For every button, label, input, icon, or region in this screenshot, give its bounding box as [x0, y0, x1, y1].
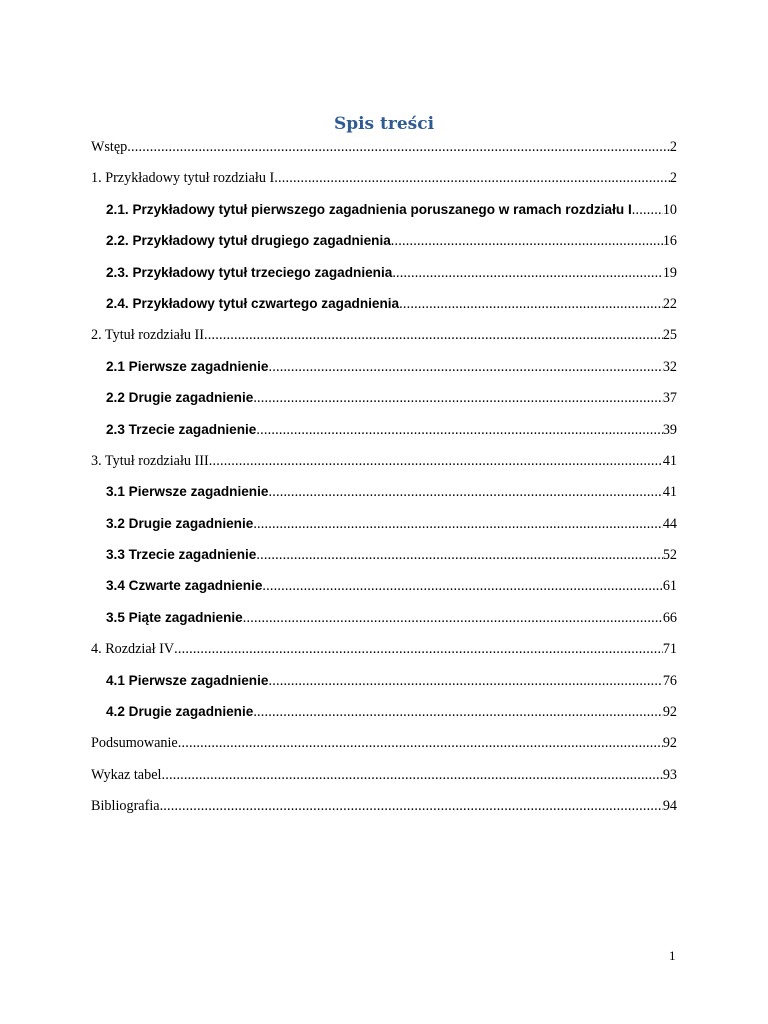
toc-entry[interactable]	[91, 168, 677, 199]
toc-entry[interactable]	[91, 765, 677, 796]
toc-entry-page: 37	[662, 390, 677, 407]
toc-entry-label: Wykaz tabel	[91, 766, 162, 783]
toc-entry-page: 10	[662, 201, 677, 218]
toc-entry-page: 16	[662, 233, 677, 250]
toc-entry[interactable]	[91, 796, 677, 827]
toc-entry[interactable]	[91, 420, 677, 451]
toc-entry-page: 44	[662, 515, 677, 532]
table-of-contents	[91, 137, 677, 828]
toc-entry-page: 92	[662, 735, 677, 752]
toc-dot-leader	[243, 608, 663, 628]
toc-entry-label: 4.1 Pierwsze zagadnienie	[106, 672, 269, 688]
toc-entry-label: 4. Rozdział IV	[91, 641, 175, 658]
toc-entry[interactable]	[91, 451, 677, 482]
toc-entry[interactable]	[91, 357, 677, 388]
toc-entry-label: Podsumowanie	[91, 735, 178, 752]
toc-entry-page: 76	[662, 672, 677, 689]
toc-entry-label: Wstęp	[91, 139, 128, 155]
toc-entry[interactable]	[91, 576, 677, 607]
toc-entry[interactable]	[91, 671, 677, 702]
toc-entry-label: 2.3. Przykładowy tytuł trzeciego zagadnienia	[106, 264, 393, 280]
toc-entry[interactable]	[91, 482, 677, 513]
toc-entry[interactable]	[91, 514, 677, 545]
toc-entry[interactable]	[91, 294, 677, 325]
toc-dot-leader	[253, 702, 663, 722]
toc-entry-page: 32	[662, 358, 677, 375]
toc-dot-leader	[256, 420, 662, 440]
toc-entry[interactable]	[91, 231, 677, 262]
toc-entry[interactable]	[91, 200, 677, 231]
toc-entry-page: 41	[662, 452, 677, 469]
toc-dot-leader	[161, 765, 662, 785]
toc-entry-page: 66	[662, 609, 677, 626]
toc-entry-label: 3.5 Piąte zagadnienie	[106, 609, 243, 625]
page-number: 1	[669, 948, 676, 963]
toc-entry-label: Bibliografia	[91, 798, 160, 815]
toc-entry-label: 3.2 Drugie zagadnienie	[106, 515, 254, 531]
toc-entry[interactable]	[91, 733, 677, 764]
toc-dot-leader	[127, 137, 670, 157]
toc-entry-page: 52	[662, 547, 677, 564]
toc-entry-page: 71	[662, 641, 677, 658]
toc-dot-leader	[253, 388, 663, 408]
toc-entry-label: 2.2 Drugie zagadnienie	[106, 390, 254, 406]
toc-dot-leader	[268, 482, 662, 502]
toc-dot-leader	[262, 576, 662, 596]
toc-entry-label: 2.3 Trzecie zagadnienie	[106, 421, 257, 437]
toc-entry-page: 92	[662, 704, 677, 721]
toc-entry-page: 61	[662, 578, 677, 595]
toc-entry-page: 41	[662, 484, 677, 501]
toc-dot-leader	[268, 671, 662, 691]
toc-dot-leader	[274, 168, 670, 188]
toc-dot-leader	[256, 545, 662, 565]
toc-entry-page: 22	[662, 295, 677, 312]
toc-dot-leader	[632, 200, 663, 220]
toc-entry-page: 25	[662, 327, 677, 344]
toc-dot-leader	[253, 514, 663, 534]
toc-dot-leader	[178, 733, 663, 753]
toc-entry-page: 2	[669, 170, 677, 187]
toc-dot-leader	[392, 263, 663, 283]
toc-dot-leader	[209, 451, 663, 471]
toc-entry[interactable]	[91, 137, 677, 168]
toc-dot-leader	[204, 325, 663, 345]
toc-entry[interactable]	[91, 388, 677, 419]
toc-dot-leader	[268, 357, 662, 377]
toc-entry[interactable]	[91, 263, 677, 294]
toc-dot-leader	[391, 231, 663, 251]
toc-dot-leader	[399, 294, 663, 314]
toc-entry-label: 3.1 Pierwsze zagadnienie	[106, 484, 269, 500]
toc-entry-label: 2.2. Przykładowy tytuł drugiego zagadnienia	[106, 233, 391, 249]
toc-entry-label: 2.4. Przykładowy tytuł czwartego zagadnienia	[106, 295, 400, 311]
toc-entry-label: 3.4 Czwarte zagadnienie	[106, 578, 263, 594]
toc-entry-page: 19	[662, 264, 677, 281]
toc-entry-label: 1. Przykładowy tytuł rozdziału I	[91, 170, 275, 187]
toc-entry[interactable]	[91, 639, 677, 670]
toc-entry[interactable]	[91, 608, 677, 639]
toc-entry-label: 3. Tytuł rozdziału III	[91, 452, 209, 469]
toc-entry-label: 2.1 Pierwsze zagadnienie	[106, 358, 269, 374]
toc-entry[interactable]	[91, 545, 677, 576]
toc-entry-label: 3.3 Trzecie zagadnienie	[106, 547, 257, 563]
toc-entry[interactable]	[91, 325, 677, 356]
toc-entry-page: 94	[662, 798, 677, 815]
toc-entry-page: 2	[669, 139, 677, 155]
toc-entry-page: 93	[662, 766, 677, 783]
toc-entry-page: 39	[662, 421, 677, 438]
toc-dot-leader	[174, 639, 663, 659]
toc-entry[interactable]	[91, 702, 677, 733]
toc-entry-label: 2.1. Przykładowy tytuł pierwszego zagadnienia poruszanego w ramach rozdziału I	[106, 201, 632, 217]
toc-title: Spis treści	[333, 114, 435, 134]
toc-entry-label: 4.2 Drugie zagadnienie	[106, 704, 254, 720]
toc-dot-leader	[160, 796, 663, 816]
toc-entry-label: 2. Tytuł rozdziału II	[91, 327, 205, 344]
